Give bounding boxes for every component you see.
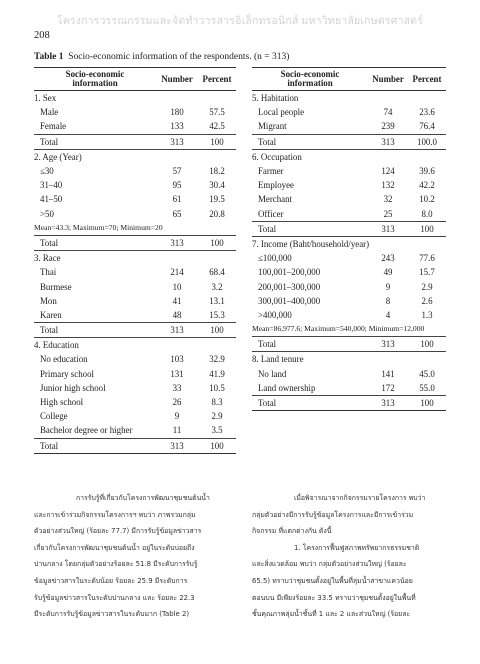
text-line: ข้อมูลข่าวสารในระดับน้อย ร้อยละ 25.9 มีระดับการ — [34, 576, 188, 585]
table-row — [34, 279, 236, 293]
percent-cell: 1.3 — [421, 309, 433, 320]
row-label: Farmer — [258, 166, 284, 177]
percent-cell: 100 — [408, 221, 446, 236]
table-row — [252, 105, 446, 119]
percent-cell: 30.4 — [209, 180, 225, 191]
table-row — [34, 352, 236, 366]
table-row — [34, 265, 236, 279]
row-label: Total — [252, 395, 368, 410]
percent-cell: 42.5 — [209, 121, 225, 132]
row-label: Total — [252, 337, 368, 352]
percent-cell: 100 — [198, 323, 236, 338]
number-cell: 8 — [385, 295, 391, 306]
percent-cell: 18.2 — [209, 166, 225, 177]
table-caption — [34, 52, 289, 62]
number-cell: 243 — [381, 253, 395, 264]
percent-cell: 100 — [408, 395, 446, 410]
number-cell: 313 — [368, 221, 408, 236]
column-header-info: Socio-economic information — [252, 68, 368, 91]
table-row — [252, 308, 446, 322]
number-cell: 9 — [385, 281, 391, 292]
text-line: ตัวอย่างส่วนใหญ่ (ร้อยละ 77.7) มีการรับรู้ข้อมูลข่าวสาร — [34, 527, 202, 536]
table-note-row — [34, 221, 236, 236]
number-cell: 180 — [170, 107, 184, 118]
number-cell: 141 — [381, 368, 395, 379]
section-heading: 4. Education — [34, 340, 79, 351]
percent-cell: 2.6 — [421, 295, 433, 306]
table-section-heading — [252, 149, 446, 164]
number-cell: 103 — [170, 354, 184, 365]
table-row — [252, 164, 446, 178]
number-cell: 172 — [381, 382, 395, 393]
number-cell: 313 — [368, 337, 408, 352]
percent-cell: 20.8 — [209, 208, 225, 219]
table-row — [252, 294, 446, 308]
column-header-percent: Percent — [198, 68, 236, 91]
table-row — [252, 251, 446, 265]
table-caption-label: Table 1 — [34, 52, 64, 62]
table-row — [34, 119, 236, 134]
row-label: College — [40, 411, 68, 422]
text-line: และสิ่งแวดล้อม พบว่า กลุ่มตัวอย่างส่วนใหญ่ (ร้อยละ — [252, 560, 407, 569]
section-heading: 5. Habitation — [252, 93, 299, 104]
number-cell: 48 — [172, 309, 182, 320]
row-label: Male — [40, 107, 59, 118]
percent-cell: 32.9 — [209, 354, 225, 365]
number-cell: 11 — [172, 425, 182, 436]
section-heading: 1. Sex — [34, 93, 57, 104]
table-row — [34, 178, 236, 192]
percent-cell: 23.6 — [419, 107, 435, 118]
row-label: Officer — [258, 208, 284, 219]
table-total-row — [252, 337, 446, 352]
page-number: 208 — [34, 30, 50, 41]
table-total-row — [34, 323, 236, 338]
row-label: ≤30 — [40, 166, 54, 177]
column-header-number: Number — [368, 68, 408, 91]
row-label: Total — [252, 221, 368, 236]
table-row — [34, 381, 236, 395]
section-heading: 6. Occupation — [252, 151, 302, 162]
table-left-half — [34, 67, 236, 454]
number-cell: 313 — [368, 395, 408, 410]
table-section-heading — [252, 236, 446, 251]
text-line: ปานกลาง โดยกลุ่มตัวอย่างร้อยละ 51.8 มีระดับการรับรู้ — [34, 560, 198, 569]
journal-watermark: โครงการวรรณกรรมและจัดทำวารสารอิเล็กทรอนิกส์ มหาวิทยาลัยเกษตรศาสตร์ — [56, 16, 424, 27]
number-cell: 313 — [156, 323, 198, 338]
percent-cell: 8.3 — [211, 397, 223, 408]
number-cell: 95 — [172, 180, 182, 191]
percent-cell: 77.6 — [419, 253, 435, 264]
text-line: กลุ่มตัวอย่างมีการรับรู้ข้อมูลโครงการและมีการเข้าร่วม — [252, 510, 414, 519]
number-cell: 57 — [172, 166, 182, 177]
number-cell: 313 — [156, 134, 198, 149]
row-label: Employee — [258, 180, 294, 191]
row-label: 200,001–300,000 — [258, 281, 321, 292]
percent-cell: 100.0 — [408, 134, 446, 149]
row-label: Bachelor degree or higher — [40, 425, 133, 436]
table-note-row — [252, 322, 446, 337]
table-row — [34, 105, 236, 119]
section-heading: 7. Income (Baht/household/year) — [252, 238, 370, 249]
percent-cell: 15.3 — [209, 309, 225, 320]
table-row — [252, 119, 446, 134]
column-header-info: Socio-economic information — [34, 68, 156, 91]
row-label: Total — [34, 438, 156, 453]
text-line: เมื่อพิจารณาจากกิจกรรมรายโครงการ พบว่า — [294, 494, 426, 502]
table-row — [34, 164, 236, 178]
table-section-heading — [252, 91, 446, 106]
table-row — [252, 381, 446, 396]
number-cell: 124 — [381, 166, 395, 177]
row-label: Mon — [40, 295, 57, 306]
table-row — [34, 423, 236, 438]
row-label: Land ownership — [258, 382, 316, 393]
percent-cell: 45.0 — [419, 368, 435, 379]
row-label: Karen — [40, 309, 62, 320]
table-total-row — [252, 221, 446, 236]
text-line: 1. โครงการฟื้นฟูสภาพทรัพยากรธรรมชาติ — [294, 543, 420, 552]
percent-cell: 10.5 — [209, 382, 225, 393]
percent-cell: 57.5 — [209, 107, 225, 118]
row-label: Migrant — [258, 121, 287, 132]
table-row — [252, 367, 446, 381]
table-row — [34, 294, 236, 308]
number-cell: 26 — [172, 397, 182, 408]
text-line: เกี่ยวกับโครงการพัฒนาชุมชนต้นน้ำ อยู่ในระดับบ่อยถึง — [34, 543, 195, 552]
percent-cell: 2.9 — [211, 411, 223, 422]
table-header-row — [252, 68, 446, 91]
row-label: 100,001–200,000 — [258, 267, 321, 278]
number-cell: 10 — [172, 281, 182, 292]
percent-cell: 42.2 — [419, 180, 435, 191]
row-label: Merchant — [258, 194, 293, 205]
percent-cell: 100 — [198, 235, 236, 250]
row-label: Thai — [40, 267, 57, 278]
table-row — [252, 279, 446, 293]
text-line: ตอนบน มีเพียงร้อยละ 33.5 ทราบว่าชุมชนตั้งอยู่ในพื้นที่ — [252, 593, 416, 602]
summary-statistics-note: Mean=43.3; Maximum=70; Minimum=20 — [34, 222, 163, 232]
percent-cell: 8.0 — [421, 208, 433, 219]
column-header-percent: Percent — [408, 68, 446, 91]
row-label: 41–50 — [40, 194, 63, 205]
percent-cell: 10.2 — [419, 194, 435, 205]
percent-cell: 2.9 — [421, 281, 433, 292]
summary-statistics-note: Mean=86,977.6; Maximum=540,000; Minimum=12,000 — [252, 324, 425, 334]
percent-cell: 68.4 — [209, 267, 225, 278]
number-cell: 214 — [170, 267, 184, 278]
row-label: Primary school — [40, 368, 94, 379]
table-row — [34, 207, 236, 221]
table-row — [252, 265, 446, 279]
column-header-number: Number — [156, 68, 198, 91]
text-line: การรับรู้ที่เกี่ยวกับโครงการพัฒนาชุมชนต้นน้ำ — [76, 494, 210, 502]
number-cell: 132 — [381, 180, 395, 191]
table-row — [252, 207, 446, 222]
row-label: High school — [40, 397, 84, 408]
row-label: >50 — [40, 208, 54, 219]
text-line: ชั้นคุณภาพลุ่มน้ำชั้นที่ 1 และ 2 และส่วนใหญ่ (ร้อยละ — [252, 610, 411, 619]
section-heading: 8. Land tenure — [252, 354, 304, 365]
table-section-heading — [252, 352, 446, 367]
section-heading: 3. Race — [34, 253, 61, 264]
row-label: Burmese — [40, 281, 72, 292]
percent-cell: 100 — [198, 134, 236, 149]
table-section-heading — [34, 251, 236, 266]
table-section-heading — [34, 149, 236, 164]
text-line: 65.5) ทราบว่าชุมชนตั้งอยู่ในพื้นที่ลุ่มน้ำสาขาแควน้อย — [252, 576, 413, 585]
table-row — [252, 178, 446, 192]
section-heading: 2. Age (Year) — [34, 151, 82, 162]
table-row — [34, 192, 236, 206]
table-caption-text: Socio-economic information of the respondents. (n = 313) — [68, 52, 290, 62]
table-right-half — [252, 67, 446, 411]
row-label: Total — [252, 134, 368, 149]
number-cell: 313 — [156, 438, 198, 453]
text-line: มีระดับการรับรู้ข้อมูลข่าวสารในระดับมาก (Table 2) — [34, 610, 190, 619]
table-section-heading — [34, 338, 236, 353]
number-cell: 25 — [383, 208, 393, 219]
number-cell: 131 — [170, 368, 184, 379]
number-cell: 65 — [172, 208, 182, 219]
row-label: Local people — [258, 107, 305, 118]
number-cell: 49 — [383, 267, 393, 278]
table-row — [34, 308, 236, 323]
table-total-row — [34, 134, 236, 149]
row-label: Junior high school — [40, 382, 106, 393]
percent-cell: 100 — [408, 337, 446, 352]
table-section-heading — [34, 91, 236, 106]
number-cell: 313 — [156, 235, 198, 250]
row-label: 300,001–400,000 — [258, 295, 321, 306]
percent-cell: 13.1 — [209, 295, 225, 306]
percent-cell: 41.9 — [209, 368, 225, 379]
row-label: Total — [34, 235, 156, 250]
number-cell: 61 — [172, 194, 182, 205]
table-row — [34, 395, 236, 409]
row-label: Total — [34, 323, 156, 338]
percent-cell: 55.0 — [419, 382, 435, 393]
row-label: >400,000 — [258, 309, 292, 320]
table-row — [34, 367, 236, 381]
percent-cell: 39.6 — [419, 166, 435, 177]
percent-cell: 76.4 — [419, 121, 435, 132]
row-label: No land — [258, 368, 287, 379]
table-row — [34, 409, 236, 423]
table-total-row — [34, 438, 236, 453]
table-total-row — [34, 235, 236, 250]
body-paragraph-right — [252, 490, 452, 623]
row-label: No education — [40, 354, 88, 365]
table-total-row — [252, 134, 446, 149]
number-cell: 33 — [172, 382, 182, 393]
percent-cell: 3.5 — [211, 425, 223, 436]
number-cell: 74 — [383, 107, 393, 118]
row-label: ≤100,000 — [258, 253, 292, 264]
table-total-row — [252, 395, 446, 410]
percent-cell: 100 — [198, 438, 236, 453]
text-line: รับรู้ข้อมูลข่าวสารในระดับปานกลาง และ ร้อยละ 22.3 — [34, 593, 195, 602]
table-row — [252, 192, 446, 206]
body-paragraph-left — [34, 490, 238, 623]
percent-cell: 15.7 — [419, 267, 435, 278]
number-cell: 133 — [170, 121, 184, 132]
number-cell: 9 — [174, 411, 180, 422]
number-cell: 4 — [385, 309, 391, 320]
row-label: Total — [34, 134, 156, 149]
text-line: และการเข้าร่วมกิจกรรมโครงการฯ พบว่า ภาพรวมกลุ่ม — [34, 510, 196, 519]
table-header-row — [34, 68, 236, 91]
percent-cell: 3.2 — [211, 281, 223, 292]
percent-cell: 19.5 — [209, 194, 225, 205]
row-label: 31–40 — [40, 180, 63, 191]
number-cell: 32 — [383, 194, 393, 205]
number-cell: 239 — [381, 121, 395, 132]
text-line: กิจกรรม ที่แตกต่างกัน ดังนี้ — [252, 527, 332, 536]
number-cell: 313 — [368, 134, 408, 149]
row-label: Female — [40, 121, 67, 132]
number-cell: 41 — [172, 295, 182, 306]
